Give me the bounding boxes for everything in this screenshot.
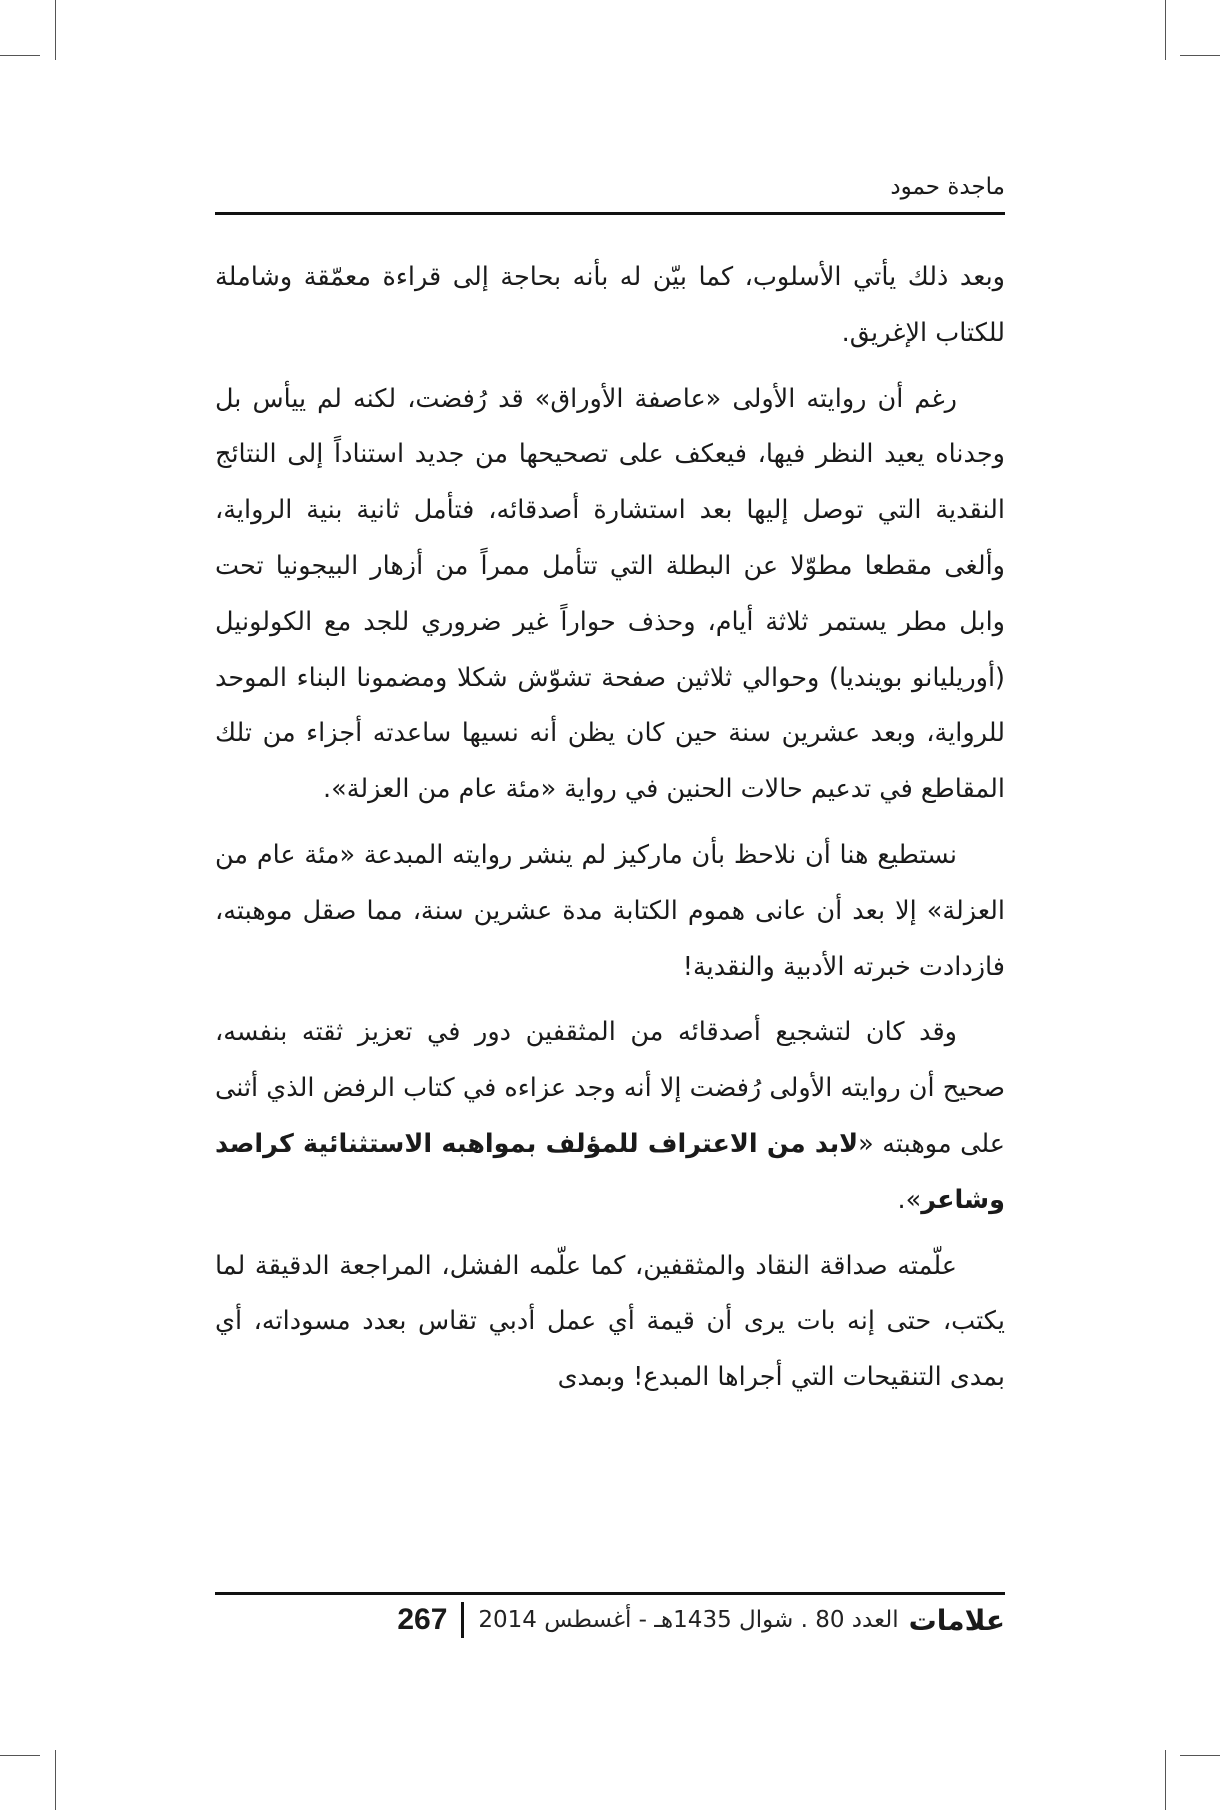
page-number: 267 <box>397 1603 448 1636</box>
crop-mark <box>0 1755 40 1756</box>
paragraph-2 <box>215 372 1005 818</box>
paragraph-3 <box>215 828 1005 995</box>
paragraph-2-text: رغم أن روايته الأولى «عاصفة الأوراق» قد رُفضت، لكنه لم ييأس بل وجدناه يعيد النظر فيها، فيعكف على تصحيحها من جديد استناداً إلى النتائج النقدية التي توصل إليها بعد استشارة أصدقائه، فتأمل ثانية بنية الرواية، وألغى مقطعا مطوّلا عن البطلة التي تتأمل ممراً من أزهار البيجونيا تحت وابل مطر يستمر ثلاثة أيام، وحذف حواراً غير ضروري للجد مع الكولونيل (أوريليانو بوينديا) وحوالي ثلاثين صفحة تشوّش شكلا ومضمونا البناء الموحد للرواية، وبعد عشرين سنة حين كان يظن أنه نسيها ساعدته أجزاء من تلك المقاطع في تدعيم حالات الحنين في رواية «مئة عام من العزلة». <box>215 383 1005 805</box>
crop-mark <box>1165 1750 1166 1810</box>
header-rule <box>215 212 1005 215</box>
paragraph-3-text: نستطيع هنا أن نلاحظ بأن ماركيز لم ينشر روايته المبدعة «مئة عام من العزلة» إلا بعد أن عانى هموم الكتابة مدة عشرين سنة، مما صقل موهبته، فازدادت خبرته الأدبية والنقدية! <box>215 839 1005 982</box>
crop-mark <box>55 0 56 60</box>
issue-info: العدد 80 . شوال 1435هـ - أغسطس 2014 <box>478 1607 899 1633</box>
crop-mark <box>1165 0 1166 60</box>
page-footer <box>215 1600 1005 1640</box>
crop-mark <box>0 55 40 56</box>
footer-divider <box>461 1602 464 1638</box>
paragraph-5-text: علّمته صداقة النقاد والمثقفين، كما علّمه الفشل، المراجعة الدقيقة لما يكتب، حتى إنه بات يرى أن قيمة أي عمل أدبي تقاس بعدد مسوداته، أي بمدى التنقيحات التي أجراها المبدع! وبمدى <box>215 1250 1005 1393</box>
paragraph-4-text: وقد كان لتشجيع أصدقائه من المثقفين دور في تعزيز ثقته بنفسه، صحيح أن روايته الأولى رُفضت إلا أنه وجد عزاءه في كتاب الرفض الذي أثنى على موهبته « <box>215 1017 1005 1159</box>
crop-mark <box>1180 55 1220 56</box>
footer-rule <box>215 1592 1005 1595</box>
crop-mark <box>55 1750 56 1810</box>
paragraph-4-quote-close: ». <box>897 1184 922 1215</box>
crop-mark <box>1180 1755 1220 1756</box>
paragraph-1-text: وبعد ذلك يأتي الأسلوب، كما بيّن له بأنه بحاجة إلى قراءة معمّقة وشاملة للكتاب الإغريق. <box>215 262 1005 348</box>
paragraph-4 <box>215 1005 1005 1228</box>
paragraph-4-quote: لابد من الاعتراف للمؤلف بمواهبه الاستثنائية كراصد وشاعر <box>215 1128 1005 1215</box>
article-body <box>215 250 1005 1416</box>
paragraph-1 <box>215 250 1005 362</box>
running-head: ماجدة حمود <box>890 174 1005 200</box>
journal-logo: علامات <box>908 1603 1005 1637</box>
paragraph-5 <box>215 1239 1005 1406</box>
